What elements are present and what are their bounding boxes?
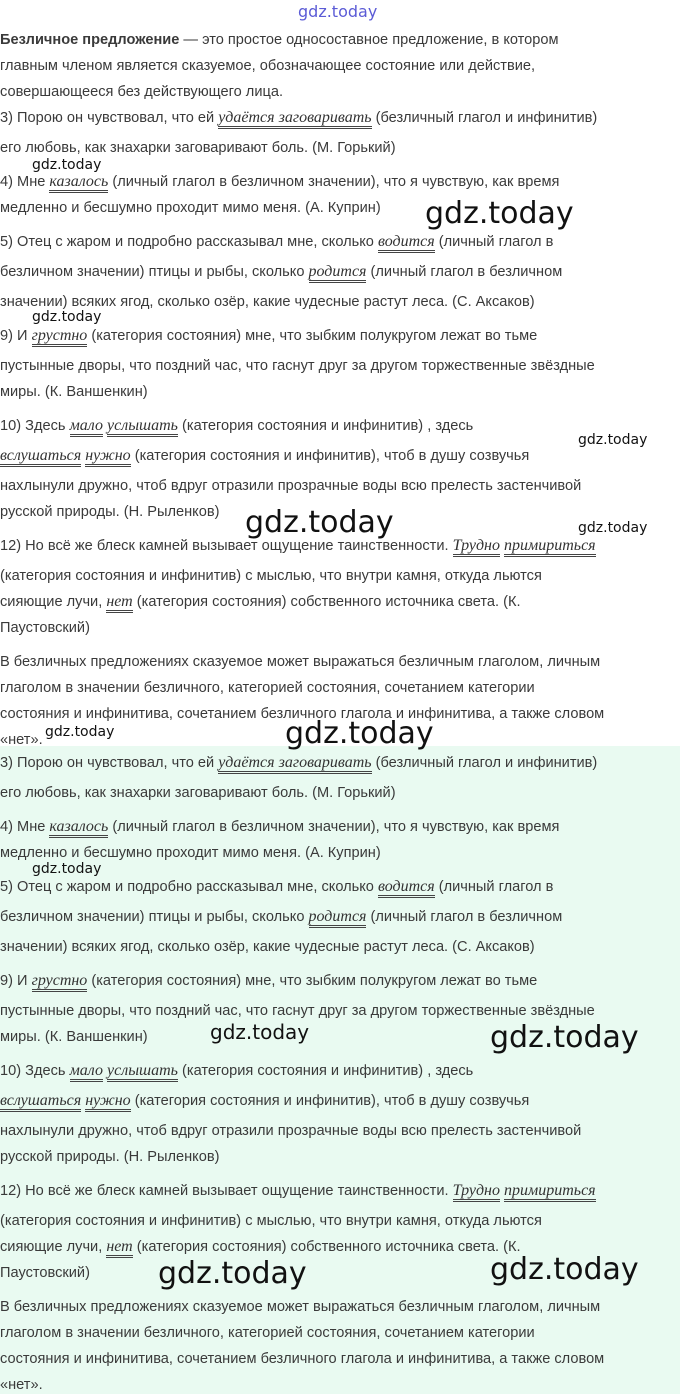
example-5-line-2: безличном значении) птицы и рыбы, сколько родится (личный глагол в безличном <box>0 907 562 929</box>
example-4-line-2: медленно и бесшумно проходит мимо меня. (А. Куприн) <box>0 200 381 216</box>
predicate: водится <box>378 233 435 253</box>
predicate: родится <box>309 908 367 928</box>
predicate: вслушаться <box>0 447 81 467</box>
example-12-line-2: (категория состояния и инфинитив) с мыслью, что внутри камня, откуда льются <box>0 568 542 584</box>
predicate: удаётся заговаривать <box>218 109 371 129</box>
example-4-line-1: 4) Мне казалось (личный глагол в безличном значении), что я чувствую, как время <box>0 817 559 839</box>
example-10-line-3: нахлынули дружно, чтоб вдруг отразили прозрачные воды всю прелесть застенчивой <box>0 1123 582 1139</box>
definition-line-1: Безличное предложение — это простое односоставное предложение, в котором <box>0 32 559 48</box>
predicate: водится <box>378 878 435 898</box>
example-10-line-2: вслушаться нужно (категория состояния и инфинитив), чтоб в душу созвучья <box>0 1091 529 1113</box>
predicate: мало <box>70 417 103 437</box>
example-9-line-3: миры. (К. Ваншенкин) <box>0 1029 148 1045</box>
predicate: казалось <box>49 173 108 193</box>
definition-term: Безличное предложение <box>0 32 180 48</box>
example-5-line-3: значении) всяких ягод, сколько озёр, какие чудесные растут леса. (С. Аксаков) <box>0 939 535 955</box>
predicate: услышать <box>107 417 178 437</box>
example-9-line-1: 9) И грустно (категория состояния) мне, что зыбким полукругом лежат во тьме <box>0 326 537 348</box>
example-9-line-1: 9) И грустно (категория состояния) мне, что зыбким полукругом лежат во тьме <box>0 971 537 993</box>
predicate: казалось <box>49 818 108 838</box>
example-4-line-2: медленно и бесшумно проходит мимо меня. (А. Куприн) <box>0 845 381 861</box>
watermark: gdz.today <box>32 309 102 325</box>
example-12-line-4: Паустовский) <box>0 620 90 636</box>
example-5-line-1: 5) Отец с жаром и подробно рассказывал мне, сколько водится (личный глагол в <box>0 877 553 899</box>
watermark: gdz.today <box>245 505 394 540</box>
predicate: Трудно <box>453 1182 500 1202</box>
example-10-line-1: 10) Здесь мало услышать (категория состояния и инфинитив) , здесь <box>0 416 473 438</box>
predicate: удаётся заговаривать <box>218 754 371 774</box>
example-10-line-1: 10) Здесь мало услышать (категория состояния и инфинитив) , здесь <box>0 1061 473 1083</box>
example-12-line-1: 12) Но всё же блеск камней вызывает ощущение таинственности. Трудно примириться <box>0 1181 596 1203</box>
example-9-line-3: миры. (К. Ваншенкин) <box>0 384 148 400</box>
conclusion-line-4: «нет». <box>0 1377 43 1393</box>
predicate: родится <box>309 263 367 283</box>
conclusion-line-1: В безличных предложениях сказуемое может выражаться безличным глаголом, личным <box>0 1299 601 1315</box>
watermark: gdz.today <box>490 1252 639 1287</box>
predicate: нужно <box>85 1092 130 1112</box>
conclusion-line-3: состояния и инфинитива, сочетанием безличного глагола и инфинитива, а также словом <box>0 706 605 722</box>
watermark: gdz.today <box>578 432 648 448</box>
example-10-line-4: русской природы. (Н. Рыленков) <box>0 1149 220 1165</box>
conclusion-line-1: В безличных предложениях сказуемое может выражаться безличным глаголом, личным <box>0 654 601 670</box>
example-10-line-3: нахлынули дружно, чтоб вдруг отразили прозрачные воды всю прелесть застенчивой <box>0 478 582 494</box>
watermark: gdz.today <box>158 1256 307 1291</box>
predicate: примириться <box>504 537 596 557</box>
example-5-line-3: значении) всяких ягод, сколько озёр, какие чудесные растут леса. (С. Аксаков) <box>0 294 535 310</box>
example-12-line-4: Паустовский) <box>0 1265 90 1281</box>
definition-line-2: главным членом является сказуемое, обозначающее состояние или действие, <box>0 58 536 74</box>
example-5-line-2: безличном значении) птицы и рыбы, сколько родится (личный глагол в безличном <box>0 262 562 284</box>
example-5-line-1: 5) Отец с жаром и подробно рассказывал мне, сколько водится (личный глагол в <box>0 232 553 254</box>
watermark: gdz.today <box>32 157 102 173</box>
predicate: примириться <box>504 1182 596 1202</box>
conclusion-line-4: «нет». <box>0 732 43 748</box>
example-9-line-2: пустынные дворы, что поздний час, что гаснут друг за другом торжественные звёздные <box>0 358 595 374</box>
watermark: gdz.today <box>578 520 648 536</box>
example-3-line-2: его любовь, как знахарки заговаривают боль. (М. Горький) <box>0 785 396 801</box>
example-12-line-2: (категория состояния и инфинитив) с мыслью, что внутри камня, откуда льются <box>0 1213 542 1229</box>
conclusion-line-3: состояния и инфинитива, сочетанием безличного глагола и инфинитива, а также словом <box>0 1351 605 1367</box>
predicate: мало <box>70 1062 103 1082</box>
predicate: нет <box>106 593 132 613</box>
example-10-line-2: вслушаться нужно (категория состояния и инфинитив), чтоб в душу созвучья <box>0 446 529 468</box>
watermark: gdz.today <box>32 861 102 877</box>
watermark: gdz.today <box>210 1020 310 1044</box>
example-3-line-1: 3) Порою он чувствовал, что ей удаётся заговаривать (безличный глагол и инфинитив) <box>0 753 597 775</box>
example-4-line-1: 4) Мне казалось (личный глагол в безличном значении), что я чувствую, как время <box>0 172 559 194</box>
conclusion-line-2: глаголом в значении безличного, категорией состояния, сочетанием категории <box>0 680 535 696</box>
example-3-line-2: его любовь, как знахарки заговаривают боль. (М. Горький) <box>0 140 396 156</box>
example-12-line-3: сияющие лучи, нет (категория состояния) собственного источника света. (К. <box>0 1237 521 1259</box>
watermark: gdz.today <box>425 196 574 231</box>
predicate: услышать <box>107 1062 178 1082</box>
watermark: gdz.today <box>285 716 434 751</box>
predicate: вслушаться <box>0 1092 81 1112</box>
example-3-line-1: 3) Порою он чувствовал, что ей удаётся заговаривать (безличный глагол и инфинитив) <box>0 108 597 130</box>
predicate: нет <box>106 1238 132 1258</box>
example-9-line-2: пустынные дворы, что поздний час, что гаснут друг за другом торжественные звёздные <box>0 1003 595 1019</box>
conclusion-line-2: глаголом в значении безличного, категорией состояния, сочетанием категории <box>0 1325 535 1341</box>
watermark: gdz.today <box>490 1020 639 1055</box>
watermark: gdz.today <box>298 2 378 21</box>
example-10-line-4: русской природы. (Н. Рыленков) <box>0 504 220 520</box>
predicate: грустно <box>32 327 88 347</box>
predicate: Трудно <box>453 537 500 557</box>
example-12-line-1: 12) Но всё же блеск камней вызывает ощущение таинственности. Трудно примириться <box>0 536 596 558</box>
predicate: нужно <box>85 447 130 467</box>
predicate: грустно <box>32 972 88 992</box>
watermark: gdz.today <box>45 724 115 740</box>
example-12-line-3: сияющие лучи, нет (категория состояния) собственного источника света. (К. <box>0 592 521 614</box>
definition-line-3: совершающееся без действующего лица. <box>0 84 284 100</box>
